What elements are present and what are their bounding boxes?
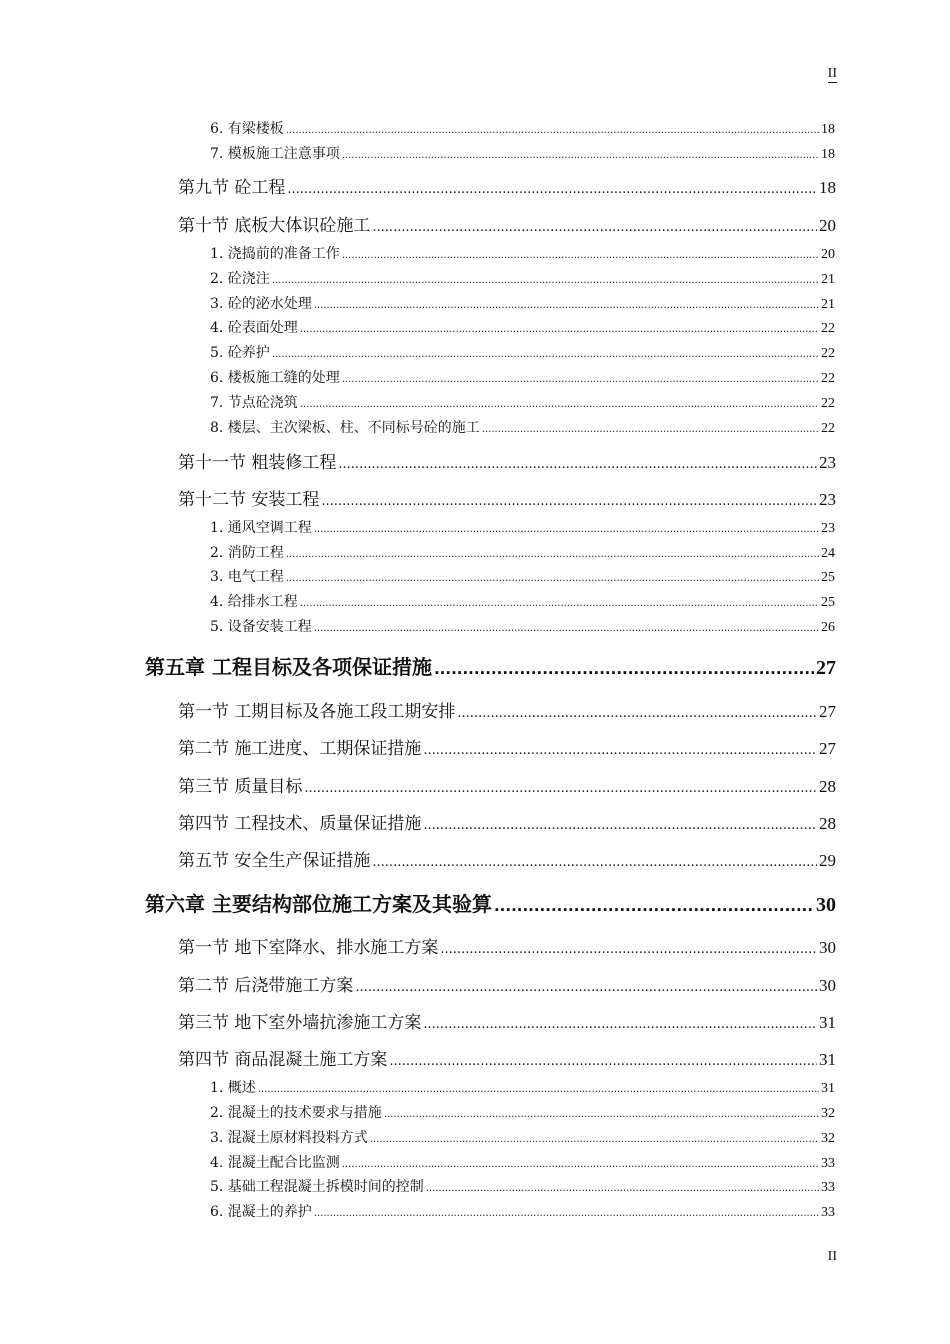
- toc-subsection-entry[interactable]: [210, 1176, 835, 1196]
- toc-dot-leader: [384, 1105, 819, 1121]
- toc-entry-page: 22: [821, 346, 835, 361]
- toc-dot-leader: [321, 490, 817, 510]
- toc-subsection-entry[interactable]: [210, 1077, 835, 1097]
- toc-dot-leader: [457, 702, 817, 722]
- toc-entry-page: 31: [819, 1013, 836, 1032]
- toc-entry-label: 7. 模板施工注意事项: [210, 146, 340, 162]
- toc-dot-leader: [314, 1204, 819, 1220]
- toc-entry-page: 22: [821, 396, 835, 411]
- toc-entry-page: 28: [819, 814, 836, 833]
- toc-subsection-entry[interactable]: [210, 417, 835, 437]
- toc-entry-label: 5. 设备安装工程: [210, 619, 312, 635]
- toc-entry-page: 30: [819, 938, 836, 957]
- toc-entry-label: 5. 基础工程混凝土拆模时间的控制: [210, 1179, 424, 1195]
- toc-dot-leader: [300, 395, 819, 411]
- toc-entry-label: 4. 混凝土配合比监测: [210, 1155, 340, 1171]
- toc-dot-leader: [286, 545, 819, 561]
- toc-entry-page: 32: [821, 1131, 835, 1146]
- toc-section-entry[interactable]: [178, 1008, 836, 1033]
- toc-entry-page: 25: [821, 595, 835, 610]
- toc-entry-label: 第一节 工期目标及各施工段工期安排: [178, 702, 456, 722]
- toc-dot-leader: [423, 1013, 817, 1033]
- toc-entry-label: 3. 砼的泌水处理: [210, 296, 312, 312]
- toc-section-entry[interactable]: [178, 971, 836, 996]
- toc-entry-label: 6. 楼板施工缝的处理: [210, 370, 340, 386]
- toc-entry-label: 3. 混凝土原材料投料方式: [210, 1130, 368, 1146]
- toc-subsection-entry[interactable]: [210, 616, 835, 636]
- toc-chapter-entry[interactable]: [145, 888, 836, 917]
- toc-section-entry[interactable]: [178, 448, 836, 473]
- header-page-number: II: [827, 66, 837, 81]
- toc-entry-label: 7. 节点砼浇筑: [210, 395, 298, 411]
- toc-subsection-entry[interactable]: [210, 392, 835, 412]
- toc-entry-label: 第二节 施工进度、工期保证措施: [178, 739, 422, 759]
- toc-entry-label: 6. 有梁楼板: [210, 121, 284, 137]
- toc-dot-leader: [286, 121, 819, 137]
- toc-section-entry[interactable]: [178, 809, 836, 834]
- toc-entry-label: 1. 概述: [210, 1080, 256, 1096]
- toc-subsection-entry[interactable]: [210, 566, 835, 586]
- toc-entry-label: 第十一节 粗装修工程: [178, 453, 337, 473]
- toc-entry-label: 第一节 地下室降水、排水施工方案: [178, 938, 439, 958]
- toc-subsection-entry[interactable]: [210, 542, 835, 562]
- toc-entry-label: 第五节 安全生产保证措施: [178, 851, 371, 871]
- toc-entry-page: 23: [821, 521, 835, 536]
- footer-page-number: II: [827, 1249, 837, 1264]
- toc-entry-label: 5. 砼养护: [210, 345, 270, 361]
- toc-dot-leader: [300, 594, 819, 610]
- toc-entry-label: 4. 给排水工程: [210, 594, 298, 610]
- toc-subsection-entry[interactable]: [210, 367, 835, 387]
- toc-section-entry[interactable]: [178, 697, 836, 722]
- toc-subsection-entry[interactable]: [210, 1102, 835, 1122]
- toc-entry-page: 24: [821, 546, 835, 561]
- toc-entry-page: 22: [821, 371, 835, 386]
- toc-entry-page: 27: [816, 657, 836, 679]
- toc-dot-leader: [342, 1155, 819, 1171]
- toc-section-entry[interactable]: [178, 211, 836, 236]
- toc-entry-label: 2. 消防工程: [210, 545, 284, 561]
- toc-subsection-entry[interactable]: [210, 293, 835, 313]
- toc-entry-page: 21: [821, 272, 835, 287]
- toc-entry-label: 第二节 后浇带施工方案: [178, 976, 354, 996]
- toc-section-entry[interactable]: [178, 1045, 836, 1070]
- toc-entry-page: 20: [819, 216, 836, 235]
- toc-section-entry[interactable]: [178, 734, 836, 759]
- toc-entry-label: 第九节 砼工程: [178, 178, 286, 198]
- toc-entry-page: 33: [821, 1156, 835, 1171]
- toc-entry-label: 第四节 商品混凝土施工方案: [178, 1050, 388, 1070]
- toc-dot-leader: [314, 619, 819, 635]
- toc-subsection-entry[interactable]: [210, 268, 835, 288]
- toc-subsection-entry[interactable]: [210, 1127, 835, 1147]
- toc-subsection-entry[interactable]: [210, 118, 835, 138]
- toc-entry-label: 1. 浇捣前的准备工作: [210, 246, 340, 262]
- toc-entry-page: 23: [819, 453, 836, 472]
- toc-entry-page: 22: [821, 321, 835, 336]
- toc-subsection-entry[interactable]: [210, 1152, 835, 1172]
- toc-subsection-entry[interactable]: [210, 243, 835, 263]
- toc-entry-label: 8. 楼层、主次梁板、柱、不同标号砼的施工: [210, 420, 480, 436]
- toc-dot-leader: [287, 178, 817, 198]
- toc-entry-page: 30: [819, 976, 836, 995]
- toc-entry-label: 第三节 质量目标: [178, 777, 303, 797]
- toc-entry-page: 33: [821, 1180, 835, 1195]
- toc-dot-leader: [342, 246, 819, 262]
- toc-entry-label: 4. 砼表面处理: [210, 320, 298, 336]
- toc-entry-label: 第三节 地下室外墙抗渗施工方案: [178, 1013, 422, 1033]
- toc-entry-page: 30: [816, 894, 836, 916]
- toc-dot-leader: [338, 453, 817, 473]
- toc-section-entry[interactable]: [178, 846, 836, 871]
- toc-dot-leader: [423, 739, 817, 759]
- toc-dot-leader: [355, 976, 817, 996]
- toc-entry-page: 26: [821, 620, 835, 635]
- toc-entry-label: 2. 砼浇注: [210, 271, 270, 287]
- toc-entry-page: 29: [819, 851, 836, 870]
- toc-chapter-entry[interactable]: [145, 651, 836, 680]
- toc-entry-page: 18: [821, 147, 835, 162]
- toc-section-entry[interactable]: [178, 485, 836, 510]
- toc-entry-page: 22: [821, 421, 835, 436]
- toc-entry-label: 1. 通风空调工程: [210, 520, 312, 536]
- toc-section-entry[interactable]: [178, 772, 836, 797]
- toc-entry-page: 25: [821, 570, 835, 585]
- toc-entry-label: 第六章 主要结构部位施工方案及其验算: [145, 892, 492, 916]
- toc-entry-label: 3. 电气工程: [210, 569, 284, 585]
- toc-entry-page: 21: [821, 297, 835, 312]
- toc-entry-page: 18: [821, 122, 835, 137]
- toc-entry-page: 32: [821, 1106, 835, 1121]
- toc-dot-leader: [372, 851, 817, 871]
- toc-entry-label: 第十节 底板大体识砼施工: [178, 216, 371, 236]
- toc-entry-page: 31: [821, 1081, 835, 1096]
- toc-dot-leader: [342, 370, 819, 386]
- toc-dot-leader: [314, 296, 819, 312]
- toc-dot-leader: [426, 1179, 819, 1195]
- toc-dot-leader: [494, 892, 814, 916]
- toc-dot-leader: [372, 216, 817, 236]
- toc-subsection-entry[interactable]: [210, 143, 835, 163]
- toc-entry-label: 第十二节 安装工程: [178, 490, 320, 510]
- toc-dot-leader: [300, 320, 819, 336]
- toc-dot-leader: [434, 655, 814, 679]
- toc-dot-leader: [342, 146, 819, 162]
- toc-dot-leader: [286, 569, 819, 585]
- toc-entry-page: 27: [819, 739, 836, 758]
- toc-dot-leader: [314, 520, 819, 536]
- toc-entry-label: 6. 混凝土的养护: [210, 1204, 312, 1220]
- toc-section-entry[interactable]: [178, 933, 836, 958]
- toc-entry-page: 28: [819, 777, 836, 796]
- toc-subsection-entry[interactable]: [210, 342, 835, 362]
- toc-dot-leader: [423, 814, 817, 834]
- toc-entry-label: 第五章 工程目标及各项保证措施: [145, 655, 432, 679]
- toc-entry-page: 31: [819, 1050, 836, 1069]
- toc-entry-page: 20: [821, 247, 835, 262]
- toc-subsection-entry[interactable]: [210, 317, 835, 337]
- toc-dot-leader: [258, 1080, 819, 1096]
- toc-subsection-entry[interactable]: [210, 1201, 835, 1221]
- toc-subsection-entry[interactable]: [210, 517, 835, 537]
- toc-dot-leader: [370, 1130, 819, 1146]
- toc-dot-leader: [272, 271, 819, 287]
- toc-dot-leader: [482, 420, 819, 436]
- toc-entry-page: 33: [821, 1205, 835, 1220]
- toc-entry-page: 18: [819, 178, 836, 197]
- toc-entry-label: 2. 混凝土的技术要求与措施: [210, 1105, 382, 1121]
- toc-section-entry[interactable]: [178, 173, 836, 198]
- toc-subsection-entry[interactable]: [210, 591, 835, 611]
- toc-entry-page: 27: [819, 702, 836, 721]
- toc-dot-leader: [304, 777, 817, 797]
- toc-dot-leader: [440, 938, 817, 958]
- toc-entry-page: 23: [819, 490, 836, 509]
- toc-dot-leader: [272, 345, 819, 361]
- toc-dot-leader: [389, 1050, 817, 1070]
- toc-entry-label: 第四节 工程技术、质量保证措施: [178, 814, 422, 834]
